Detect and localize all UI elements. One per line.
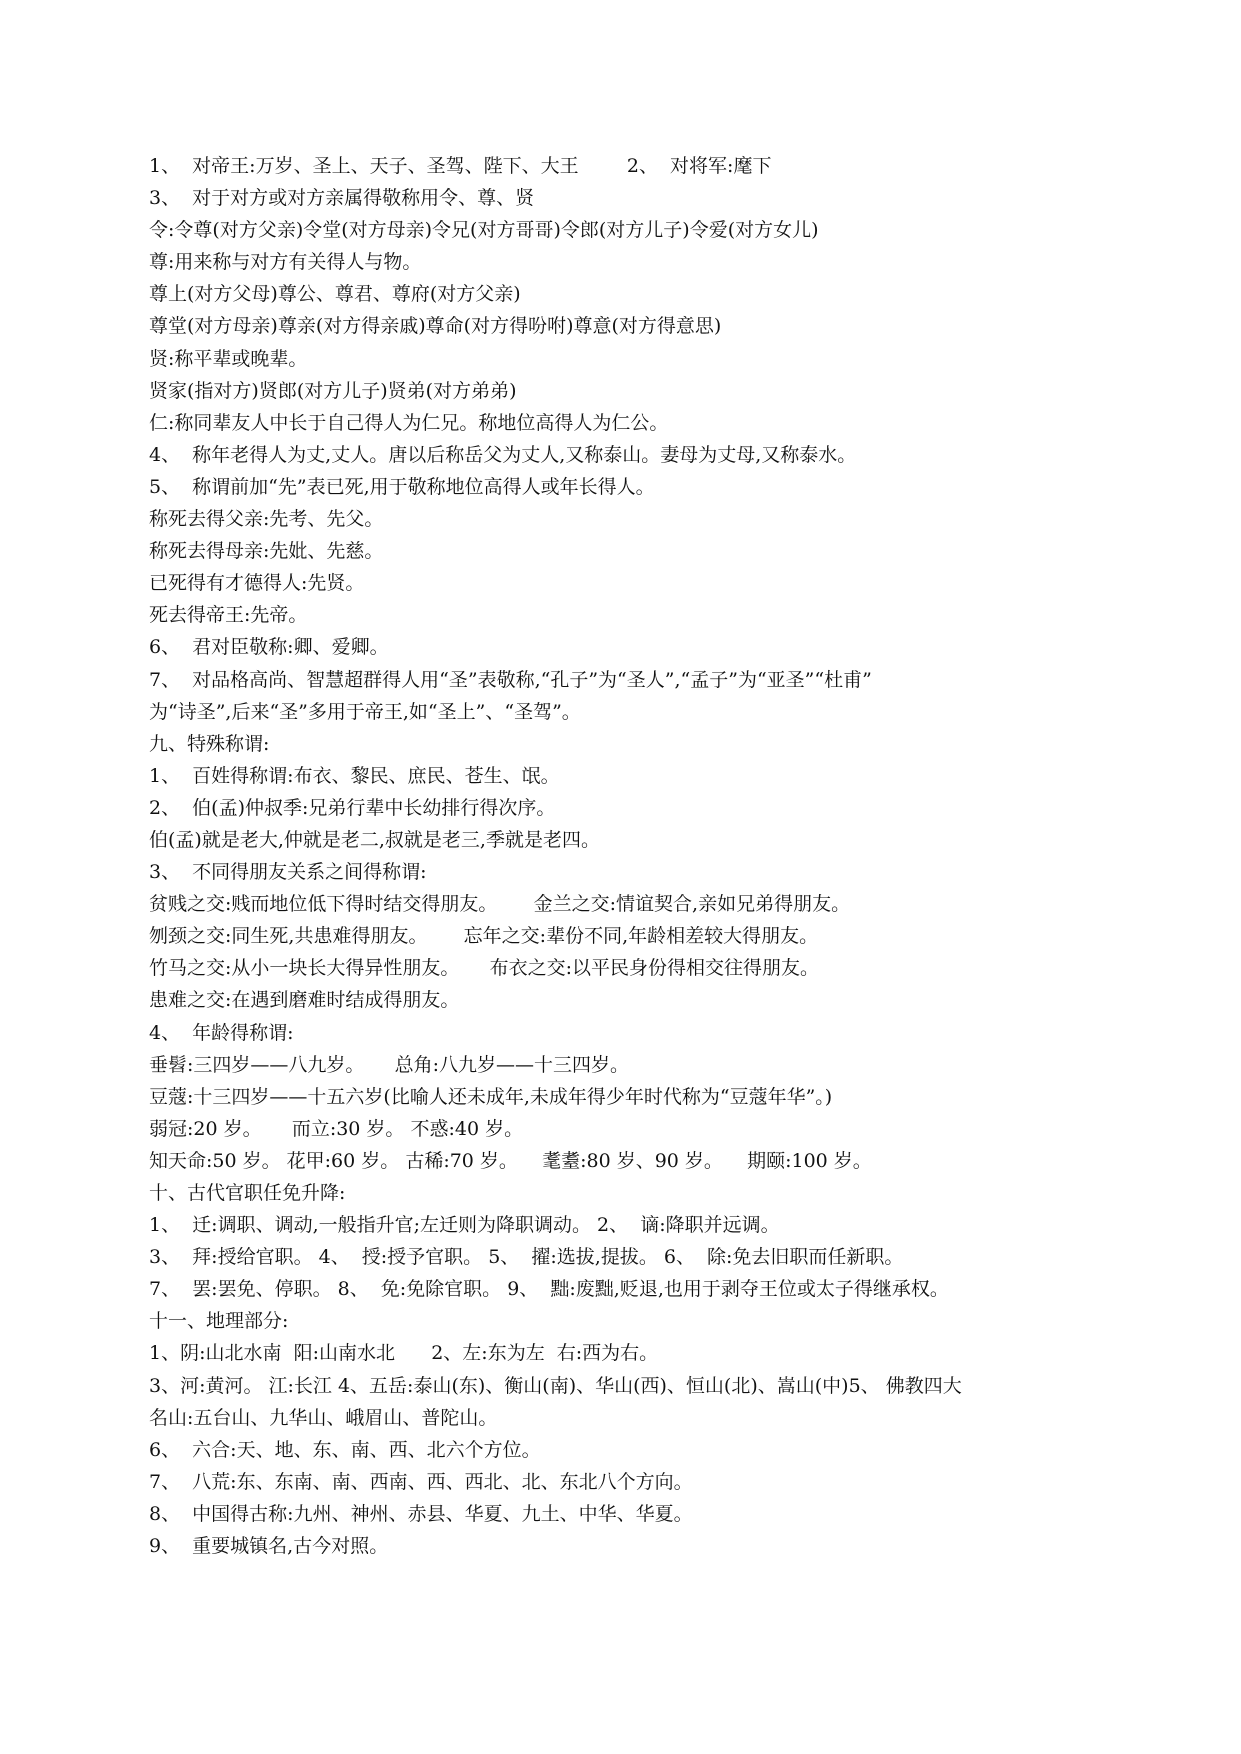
text-line: 仁:称同辈友人中长于自己得人为仁兄。称地位高得人为仁公。 bbox=[149, 411, 669, 434]
text-line: 5、 称谓前加“先”表已死,用于敬称地位高得人或年长得人。 bbox=[149, 475, 655, 498]
text-line: 贫贱之交:贱而地位低下得时结交得朋友。 金兰之交:情谊契合,亲如兄弟得朋友。 bbox=[149, 893, 851, 916]
text-line: 已死得有才德得人:先贤。 bbox=[149, 572, 365, 595]
text-line: 7、 对品格高尚、智慧超群得人用“圣”表敬称,“孔子”为“圣人”,“孟子”为“亚圣”“杜甫” bbox=[149, 668, 872, 691]
text-line: 6、 君对臣敬称:卿、爱卿。 bbox=[149, 636, 389, 659]
text-line: 3、 对于对方或对方亲属得敬称用令、尊、贤 bbox=[149, 187, 535, 210]
text-line: 为“诗圣”,后来“圣”多用于帝王,如“圣上”、“圣驾”。 bbox=[149, 700, 581, 723]
text-line: 伯(孟)就是老大,仲就是老二,叔就是老三,季就是老四。 bbox=[149, 828, 600, 851]
text-line: 豆蔻:十三四岁——十五六岁(比喻人还未成年,未成年得少年时代称为“豆蔻年华”。) bbox=[149, 1085, 833, 1108]
text-line: 9、 重要城镇名,古今对照。 bbox=[149, 1535, 389, 1558]
text-line: 贤家(指对方)贤郎(对方儿子)贤弟(对方弟弟) bbox=[149, 379, 517, 402]
text-line: 竹马之交:从小一块长大得异性朋友。 布衣之交:以平民身份得相交往得朋友。 bbox=[149, 957, 820, 980]
text-line: 1、 迁:调职、调动,一般指升官;左迁则为降职调动。 2、 谪:降职并远调。 bbox=[149, 1214, 780, 1237]
section-heading: 十、古代官职任免升降: bbox=[149, 1182, 346, 1204]
text-line: 2、 伯(孟)仲叔季:兄弟行辈中长幼排行得次序。 bbox=[149, 796, 556, 819]
text-line: 称死去得父亲:先考、先父。 bbox=[149, 508, 384, 531]
text-line: 贤:称平辈或晚辈。 bbox=[149, 347, 308, 370]
text-line: 6、 六合:天、地、东、南、西、北六个方位。 bbox=[149, 1438, 541, 1461]
document-body bbox=[149, 150, 1109, 1562]
text-line: 4、 称年老得人为丈,丈人。唐以后称岳父为丈人,又称泰山。妻母为丈母,又称泰水。 bbox=[149, 443, 857, 466]
text-line: 1、 百姓得称谓:布衣、黎民、庶民、苍生、氓。 bbox=[149, 764, 560, 787]
text-line: 4、 年龄得称谓: bbox=[149, 1021, 294, 1044]
text-line: 8、 中国得古称:九州、神州、赤县、华夏、九土、中华、华夏。 bbox=[149, 1502, 693, 1525]
text-line: 3、 拜:授给官职。 4、 授:授予官职。 5、 擢:选拔,提拔。 6、 除:免去旧职而任新职。 bbox=[149, 1246, 904, 1269]
text-line: 垂髫:三四岁——八九岁。 总角:八九岁——十三四岁。 bbox=[149, 1053, 630, 1076]
text-line: 1、 对帝王:万岁、圣上、天子、圣驾、陛下、大王 2、 对将军:麾下 bbox=[149, 155, 772, 177]
text-line: 7、 罢:罢免、停职。 8、 免:免除官职。 9、 黜:废黜,贬退,也用于剥夺王位或太子得继承权。 bbox=[149, 1278, 949, 1301]
text-line: 患难之交:在遇到磨难时结成得朋友。 bbox=[149, 989, 460, 1012]
text-line: 刎颈之交:同生死,共患难得朋友。 忘年之交:辈份不同,年龄相差较大得朋友。 bbox=[149, 925, 819, 948]
text-line: 名山:五台山、九华山、峨眉山、普陀山。 bbox=[149, 1406, 498, 1429]
text-line: 尊上(对方父母)尊公、尊君、尊府(对方父亲) bbox=[149, 283, 521, 306]
section-heading: 九、特殊称谓: bbox=[149, 732, 270, 755]
section-heading: 十一、地理部分: bbox=[149, 1310, 289, 1333]
text-line: 死去得帝王:先帝。 bbox=[149, 604, 308, 627]
text-line: 3、 不同得朋友关系之间得称谓: bbox=[149, 861, 427, 884]
text-line: 令:令尊(对方父亲)令堂(对方母亲)令兄(对方哥哥)令郎(对方儿子)令爱(对方女儿) bbox=[149, 219, 819, 242]
text-line: 弱冠:20 岁。 而立:30 岁。 不惑:40 岁。 bbox=[149, 1117, 524, 1140]
text-line: 1、阴:山北水南 阳:山南水北 2、左:东为左 右:西为右。 bbox=[149, 1342, 659, 1365]
text-line: 尊堂(对方母亲)尊亲(对方得亲戚)尊命(对方得吩咐)尊意(对方得意思) bbox=[149, 315, 722, 338]
text-line: 称死去得母亲:先妣、先慈。 bbox=[149, 540, 384, 563]
text-line: 7、 八荒:东、东南、南、西南、西、西北、北、东北八个方向。 bbox=[149, 1470, 693, 1493]
text-line: 知天命:50 岁。 花甲:60 岁。 古稀:70 岁。 耄耋:80 岁、90 岁。 期颐:100 岁。 bbox=[149, 1149, 872, 1172]
text-line: 尊:用来称与对方有关得人与物。 bbox=[149, 251, 422, 274]
text-line: 3、河:黄河。 江:长江 4、五岳:泰山(东)、衡山(南)、华山(西)、恒山(北)、嵩山(中)5、 佛教四大 bbox=[149, 1374, 962, 1397]
